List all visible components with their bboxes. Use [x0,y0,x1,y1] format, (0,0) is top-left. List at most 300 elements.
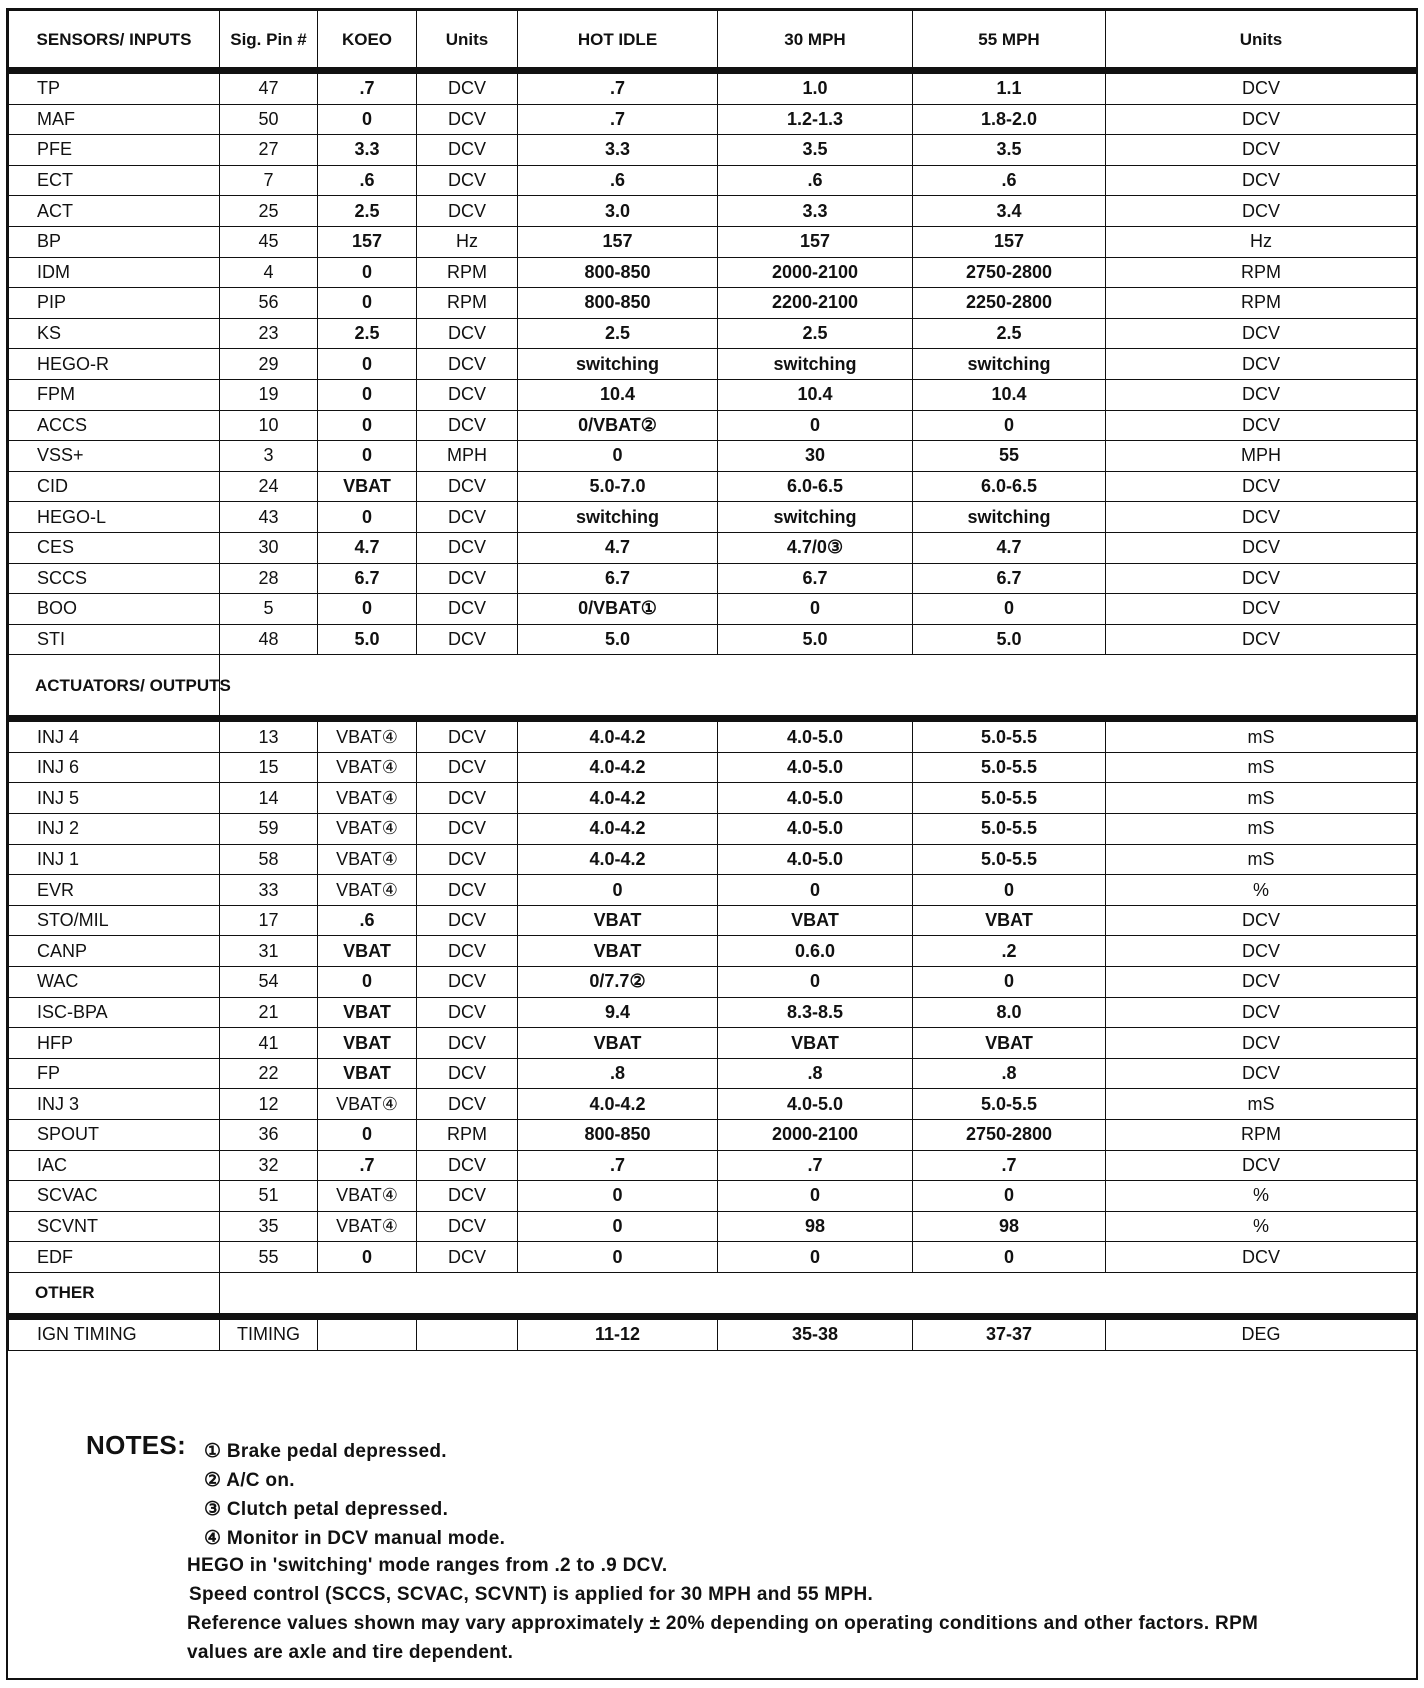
cell-unit2: DCV [1106,502,1417,533]
cell-unit2: DCV [1106,532,1417,563]
table-row [9,1211,1417,1242]
cell-idle: 4.0-4.2 [518,783,718,814]
cell-name: CES [9,532,220,563]
cell-unit [417,1316,518,1350]
cell-koeo: 0 [318,410,417,441]
actuators-section-title: ACTUATORS/ OUTPUTS [9,655,220,719]
cell-unit: DCV [417,1211,518,1242]
cell-koeo: 0 [318,288,417,319]
cell-mph30: 4.0-5.0 [718,844,913,875]
cell-idle: .6 [518,165,718,196]
cell-koeo: VBAT [318,997,417,1028]
cell-idle: 0 [518,441,718,472]
table-row [9,936,1417,967]
cell-unit2: RPM [1106,257,1417,288]
header-units-2: Units [1106,11,1417,71]
cell-unit2: mS [1106,752,1417,783]
cell-idle: 4.0-4.2 [518,844,718,875]
cell-pin: 4 [220,257,318,288]
cell-koeo: .7 [318,71,417,105]
cell-mph55: 1.1 [913,71,1106,105]
cell-koeo: 0 [318,257,417,288]
cell-mph55: 5.0-5.5 [913,719,1106,753]
table-row [9,532,1417,563]
cell-unit: DCV [417,905,518,936]
cell-idle: 4.0-4.2 [518,814,718,845]
cell-name: INJ 4 [9,719,220,753]
cell-pin: 28 [220,563,318,594]
cell-mph30: 4.7/0③ [718,532,913,563]
note-brake: ① Brake pedal depressed. [204,1441,447,1462]
cell-unit: DCV [417,318,518,349]
cell-pin: 45 [220,226,318,257]
cell-pin: 27 [220,135,318,166]
cell-unit: DCV [417,104,518,135]
cell-mph30: 6.0-6.5 [718,471,913,502]
cell-unit: DCV [417,379,518,410]
cell-unit: DCV [417,1089,518,1120]
cell-name: ACCS [9,410,220,441]
cell-pin: 32 [220,1150,318,1181]
cell-mph30: 4.0-5.0 [718,1089,913,1120]
note-reference: Reference values shown may vary approximately ± 20% depending on operating conditions and other factors. RPM values are axle and tire dependent. [187,1613,1259,1663]
cell-name: TP [9,71,220,105]
cell-idle: VBAT [518,1028,718,1059]
cell-unit2: DCV [1106,1028,1417,1059]
cell-idle: 800-850 [518,1120,718,1151]
cell-name: STI [9,624,220,655]
cell-koeo: VBAT [318,1028,417,1059]
cell-idle: 3.0 [518,196,718,227]
cell-unit2: DCV [1106,1058,1417,1089]
cell-idle: 4.7 [518,532,718,563]
table-row [9,471,1417,502]
cell-name: BOO [9,594,220,625]
table-row [9,288,1417,319]
table-row [9,1242,1417,1273]
cell-name: IDM [9,257,220,288]
table-row [9,594,1417,625]
cell-unit2: mS [1106,1089,1417,1120]
notes-title: NOTES: [86,1430,187,1460]
cell-mph55: 2750-2800 [913,1120,1106,1151]
cell-unit2: DCV [1106,967,1417,998]
table-row [9,349,1417,380]
cell-pin: 48 [220,624,318,655]
cell-mph30: 35-38 [718,1316,913,1350]
cell-pin: 58 [220,844,318,875]
cell-unit: RPM [417,288,518,319]
note-clutch: ③ Clutch petal depressed. [204,1499,449,1520]
cell-mph30: 30 [718,441,913,472]
cell-koeo: VBAT④ [318,719,417,753]
cell-idle: 3.3 [518,135,718,166]
cell-idle: 0 [518,1181,718,1212]
cell-mph55: 3.4 [913,196,1106,227]
cell-unit: DCV [417,844,518,875]
cell-name: PIP [9,288,220,319]
cell-name: CID [9,471,220,502]
cell-mph30: 2.5 [718,318,913,349]
cell-unit: MPH [417,441,518,472]
cell-koeo: 0 [318,594,417,625]
cell-name: SCCS [9,563,220,594]
cell-idle: 0/VBAT② [518,410,718,441]
cell-koeo: 0 [318,104,417,135]
cell-name: HFP [9,1028,220,1059]
cell-mph55: 37-37 [913,1316,1106,1350]
cell-unit2: DCV [1106,71,1417,105]
table-row [9,135,1417,166]
table-row [9,1316,1417,1350]
cell-koeo: VBAT④ [318,814,417,845]
cell-unit2: DCV [1106,349,1417,380]
cell-name: VSS+ [9,441,220,472]
cell-unit: DCV [417,997,518,1028]
table-row [9,379,1417,410]
cell-idle: .7 [518,71,718,105]
cell-unit: RPM [417,257,518,288]
cell-koeo: 0 [318,349,417,380]
cell-unit2: DCV [1106,905,1417,936]
table-row [9,165,1417,196]
cell-pin: 7 [220,165,318,196]
cell-idle: 0 [518,875,718,906]
cell-idle: 2.5 [518,318,718,349]
cell-mph55: 157 [913,226,1106,257]
table-row [9,1120,1417,1151]
cell-idle: 11-12 [518,1316,718,1350]
cell-mph55: 0 [913,410,1106,441]
cell-unit2: DCV [1106,624,1417,655]
cell-unit2: DCV [1106,196,1417,227]
cell-unit: DCV [417,594,518,625]
cell-idle: .7 [518,104,718,135]
cell-pin: 3 [220,441,318,472]
cell-name: EVR [9,875,220,906]
note-ac: ② A/C on. [204,1470,295,1491]
table-row [9,997,1417,1028]
cell-mph30: 2000-2100 [718,257,913,288]
cell-mph30: 10.4 [718,379,913,410]
table-row [9,624,1417,655]
cell-mph30: 4.0-5.0 [718,814,913,845]
cell-mph30: .8 [718,1058,913,1089]
cell-mph30: 8.3-8.5 [718,997,913,1028]
header-sig-pin: Sig. Pin # [220,11,318,71]
table-row [9,719,1417,753]
table-row [9,257,1417,288]
cell-mph30: 3.3 [718,196,913,227]
header-sensors-inputs: SENSORS/ INPUTS [9,11,220,71]
cell-name: IGN TIMING [9,1316,220,1350]
cell-name: INJ 5 [9,783,220,814]
cell-mph55: 5.0 [913,624,1106,655]
cell-koeo: VBAT④ [318,875,417,906]
cell-pin: 19 [220,379,318,410]
cell-mph55: VBAT [913,905,1106,936]
cell-unit2: DCV [1106,104,1417,135]
cell-mph55: 5.0-5.5 [913,783,1106,814]
cell-mph55: 3.5 [913,135,1106,166]
table-row [9,196,1417,227]
cell-unit: DCV [417,165,518,196]
cell-name: EDF [9,1242,220,1273]
table-row [9,1058,1417,1089]
cell-mph55: 5.0-5.5 [913,814,1106,845]
cell-unit2: RPM [1106,288,1417,319]
cell-unit2: % [1106,1211,1417,1242]
cell-name: FP [9,1058,220,1089]
cell-mph55: 0 [913,594,1106,625]
cell-mph30: 98 [718,1211,913,1242]
cell-mph30: 4.0-5.0 [718,783,913,814]
cell-idle: 800-850 [518,257,718,288]
cell-mph55: 6.7 [913,563,1106,594]
cell-unit2: DCV [1106,936,1417,967]
cell-unit2: mS [1106,814,1417,845]
cell-pin: 23 [220,318,318,349]
cell-idle: switching [518,502,718,533]
cell-name: ISC-BPA [9,997,220,1028]
cell-koeo: 0 [318,1120,417,1151]
cell-pin: 17 [220,905,318,936]
cell-unit2: DCV [1106,471,1417,502]
cell-mph30: 4.0-5.0 [718,752,913,783]
cell-pin: 14 [220,783,318,814]
cell-mph55: 2.5 [913,318,1106,349]
table-row [9,967,1417,998]
cell-unit: DCV [417,875,518,906]
cell-idle: 800-850 [518,288,718,319]
cell-unit2: DCV [1106,165,1417,196]
cell-name: ECT [9,165,220,196]
cell-unit2: DCV [1106,318,1417,349]
cell-name: INJ 3 [9,1089,220,1120]
cell-pin: 24 [220,471,318,502]
cell-mph30: 1.2-1.3 [718,104,913,135]
cell-koeo: 3.3 [318,135,417,166]
cell-name: IAC [9,1150,220,1181]
cell-unit: DCV [417,936,518,967]
cell-mph30: 0.6.0 [718,936,913,967]
cell-unit: DCV [417,502,518,533]
cell-mph30: 0 [718,875,913,906]
cell-unit: DCV [417,783,518,814]
cell-mph55: 6.0-6.5 [913,471,1106,502]
table-row [9,905,1417,936]
cell-name: SCVNT [9,1211,220,1242]
cell-idle: .7 [518,1150,718,1181]
table-row [9,1181,1417,1212]
cell-koeo [318,1316,417,1350]
cell-pin: 41 [220,1028,318,1059]
cell-pin: 47 [220,71,318,105]
note-hego: HEGO in 'switching' mode ranges from .2 to .9 DCV. [187,1555,668,1576]
cell-mph30: 5.0 [718,624,913,655]
cell-unit2: RPM [1106,1120,1417,1151]
cell-unit: DCV [417,1242,518,1273]
cell-name: HEGO-L [9,502,220,533]
cell-name: HEGO-R [9,349,220,380]
cell-pin: TIMING [220,1316,318,1350]
cell-name: MAF [9,104,220,135]
cell-mph55: 55 [913,441,1106,472]
cell-idle: 0 [518,1211,718,1242]
cell-pin: 12 [220,1089,318,1120]
cell-unit2: DCV [1106,594,1417,625]
cell-mph55: .7 [913,1150,1106,1181]
cell-mph55: 98 [913,1211,1106,1242]
table-body [9,11,1417,1351]
cell-unit: DCV [417,1058,518,1089]
cell-mph55: 1.8-2.0 [913,104,1106,135]
cell-unit: DCV [417,410,518,441]
cell-mph55: .2 [913,936,1106,967]
table-row [9,1150,1417,1181]
cell-koeo: VBAT [318,471,417,502]
cell-mph55: 2750-2800 [913,257,1106,288]
cell-pin: 22 [220,1058,318,1089]
cell-pin: 30 [220,532,318,563]
cell-koeo: .6 [318,165,417,196]
cell-name: ACT [9,196,220,227]
cell-idle: .8 [518,1058,718,1089]
cell-mph55: VBAT [913,1028,1106,1059]
header-koeo: KOEO [318,11,417,71]
cell-unit: DCV [417,719,518,753]
cell-unit2: DCV [1106,1242,1417,1273]
cell-koeo: 0 [318,967,417,998]
header-row [9,11,1417,71]
cell-mph55: .6 [913,165,1106,196]
cell-pin: 31 [220,936,318,967]
cell-pin: 10 [220,410,318,441]
cell-mph30: 1.0 [718,71,913,105]
cell-koeo: 5.0 [318,624,417,655]
cell-pin: 56 [220,288,318,319]
cell-mph55: 4.7 [913,532,1106,563]
cell-idle: 6.7 [518,563,718,594]
cell-unit: DCV [417,196,518,227]
cell-name: KS [9,318,220,349]
cell-idle: switching [518,349,718,380]
cell-name: SCVAC [9,1181,220,1212]
cell-koeo: VBAT④ [318,783,417,814]
cell-unit2: % [1106,875,1417,906]
cell-unit: DCV [417,1181,518,1212]
cell-pin: 21 [220,997,318,1028]
cell-unit2: DEG [1106,1316,1417,1350]
cell-mph55: 2250-2800 [913,288,1106,319]
cell-idle: 5.0 [518,624,718,655]
cell-mph30: 3.5 [718,135,913,166]
table-row [9,104,1417,135]
cell-pin: 13 [220,719,318,753]
actuators-section [9,655,1417,719]
cell-pin: 15 [220,752,318,783]
cell-mph55: 0 [913,1181,1106,1212]
table-row [9,318,1417,349]
cell-mph30: 157 [718,226,913,257]
header-55-mph: 55 MPH [913,11,1106,71]
cell-pin: 43 [220,502,318,533]
cell-koeo: VBAT④ [318,1181,417,1212]
cell-idle: 0/VBAT① [518,594,718,625]
cell-mph55: 8.0 [913,997,1106,1028]
cell-unit2: DCV [1106,1150,1417,1181]
cell-name: INJ 6 [9,752,220,783]
header-hot-idle: HOT IDLE [518,11,718,71]
cell-unit: Hz [417,226,518,257]
cell-mph55: 10.4 [913,379,1106,410]
cell-mph30: 0 [718,594,913,625]
cell-idle: 4.0-4.2 [518,719,718,753]
cell-mph30: switching [718,502,913,533]
cell-unit: DCV [417,1028,518,1059]
cell-name: INJ 2 [9,814,220,845]
table-row [9,441,1417,472]
cell-name: STO/MIL [9,905,220,936]
cell-koeo: VBAT④ [318,1211,417,1242]
cell-idle: 5.0-7.0 [518,471,718,502]
cell-unit2: mS [1106,783,1417,814]
cell-mph30: 6.7 [718,563,913,594]
table-row [9,563,1417,594]
cell-mph30: switching [718,349,913,380]
table-row [9,502,1417,533]
cell-mph55: switching [913,349,1106,380]
cell-unit: DCV [417,471,518,502]
cell-mph30: 2200-2100 [718,288,913,319]
cell-name: PFE [9,135,220,166]
cell-pin: 5 [220,594,318,625]
cell-unit2: DCV [1106,563,1417,594]
cell-koeo: VBAT④ [318,1089,417,1120]
cell-idle: VBAT [518,905,718,936]
cell-koeo: 0 [318,441,417,472]
reference-values-table [8,10,1417,1351]
cell-mph55: 0 [913,1242,1106,1273]
cell-unit2: DCV [1106,135,1417,166]
cell-unit2: DCV [1106,997,1417,1028]
cell-idle: 157 [518,226,718,257]
cell-pin: 33 [220,875,318,906]
cell-unit: DCV [417,624,518,655]
cell-pin: 35 [220,1211,318,1242]
cell-mph30: 0 [718,1181,913,1212]
cell-name: WAC [9,967,220,998]
cell-koeo: 0 [318,502,417,533]
table-row [9,844,1417,875]
cell-mph30: VBAT [718,905,913,936]
cell-mph55: 5.0-5.5 [913,752,1106,783]
cell-idle: 4.0-4.2 [518,1089,718,1120]
other-section [9,1272,1417,1316]
cell-unit: DCV [417,532,518,563]
cell-unit: DCV [417,135,518,166]
cell-name: BP [9,226,220,257]
header-30-mph: 30 MPH [718,11,913,71]
cell-unit2: DCV [1106,410,1417,441]
actuators-section-blank [220,655,1417,719]
cell-name: FPM [9,379,220,410]
table-row [9,1089,1417,1120]
cell-koeo: VBAT④ [318,752,417,783]
cell-pin: 54 [220,967,318,998]
cell-unit2: % [1106,1181,1417,1212]
table-row [9,410,1417,441]
